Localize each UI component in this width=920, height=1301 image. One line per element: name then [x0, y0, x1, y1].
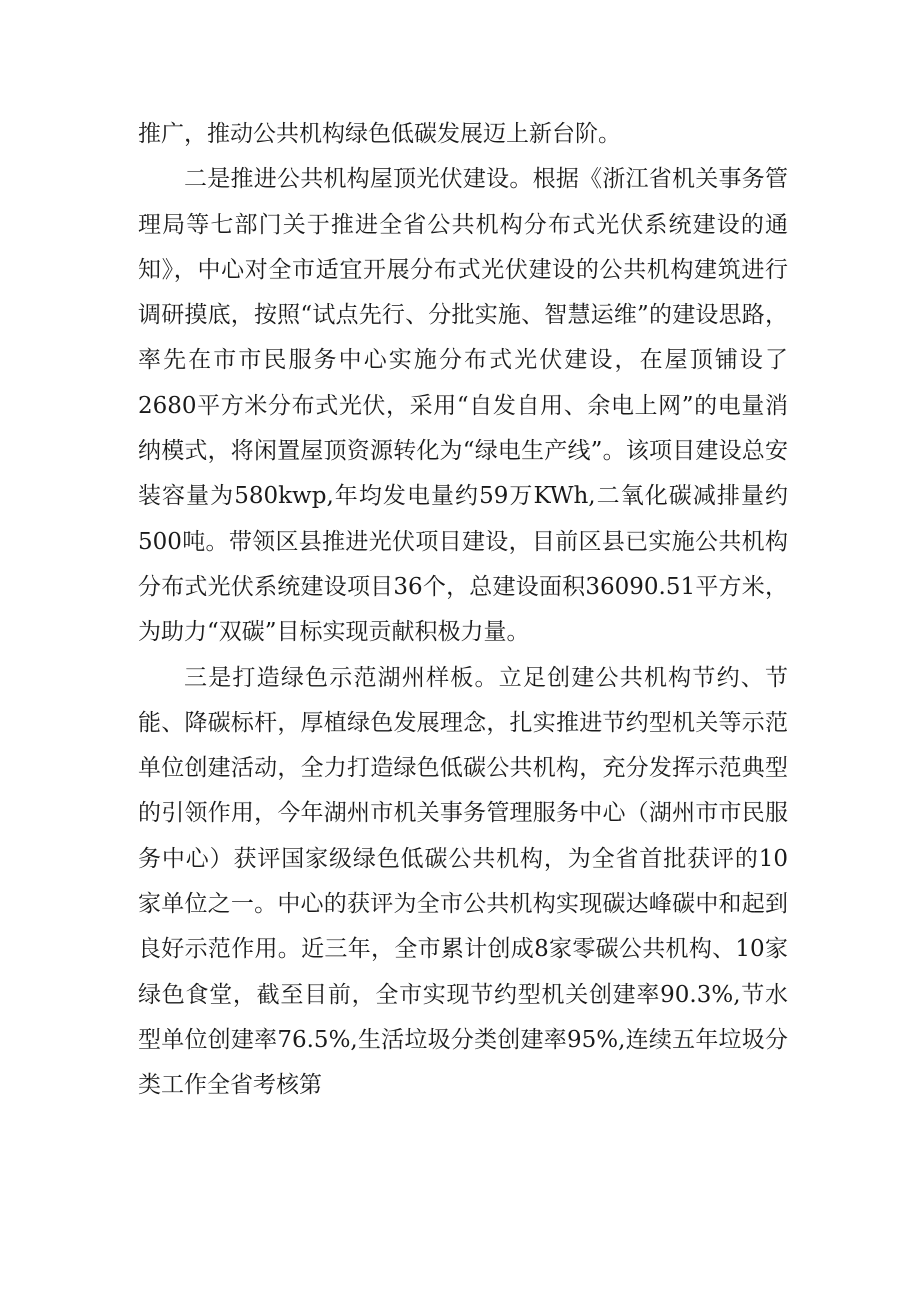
paragraph-continuation: 推广，推动公共机构绿色低碳发展迈上新台阶。 — [138, 121, 621, 147]
document-body — [138, 112, 788, 1109]
paragraph-green-demonstration: 三是打造绿色示范湖州样板。立足创建公共机构节约、节能、降碳标杆，厚植绿色发展理念，扎实推进节约型机关等示范单位创建活动，全力打造绿色低碳公共机构，充分发挥示范典型的引领作用，今年湖州市机关事务管理服务中心（湖州市市民服务中心）获评国家级绿色低碳公共机构，为全省首批获评的10家单位之一。中心的获评为全市公共机构实现碳达峰碳中和起到良好示范作用。近三年，全市累计创成8家零碳公共机构、10家绿色食堂，截至目前，全市实现节约型机关创建率90.3%,节水型单位创建率76.5%,生活垃圾分类创建率95%,连续五年垃圾分类工作全省考核第 — [138, 664, 788, 1099]
paragraph-rooftop-solar: 二是推进公共机构屋顶光伏建设。根据《浙江省机关事务管理局等七部门关于推进全省公共机构分布式光伏系统建设的通知》，中心对全市适宜开展分布式光伏建设的公共机构建筑进行调研摸底，按照“试点先行、分批实施、智慧运维”的建设思路，率先在市市民服务中心实施分布式光伏建设，在屋顶铺设了2680平方米分布式光伏，采用“自发自用、余电上网”的电量消纳模式，将闲置屋顶资源转化为“绿电生产线”。该项目建设总安装容量为580kwp,年均发电量约59万KWh,二氧化碳减排量约500吨。带领区县推进光伏项目建设，目前区县已实施公共机构分布式光伏系统建设项目36个，总建设面积36090.51平方米，为助力“双碳”目标实现贡献积极力量。 — [138, 166, 788, 646]
